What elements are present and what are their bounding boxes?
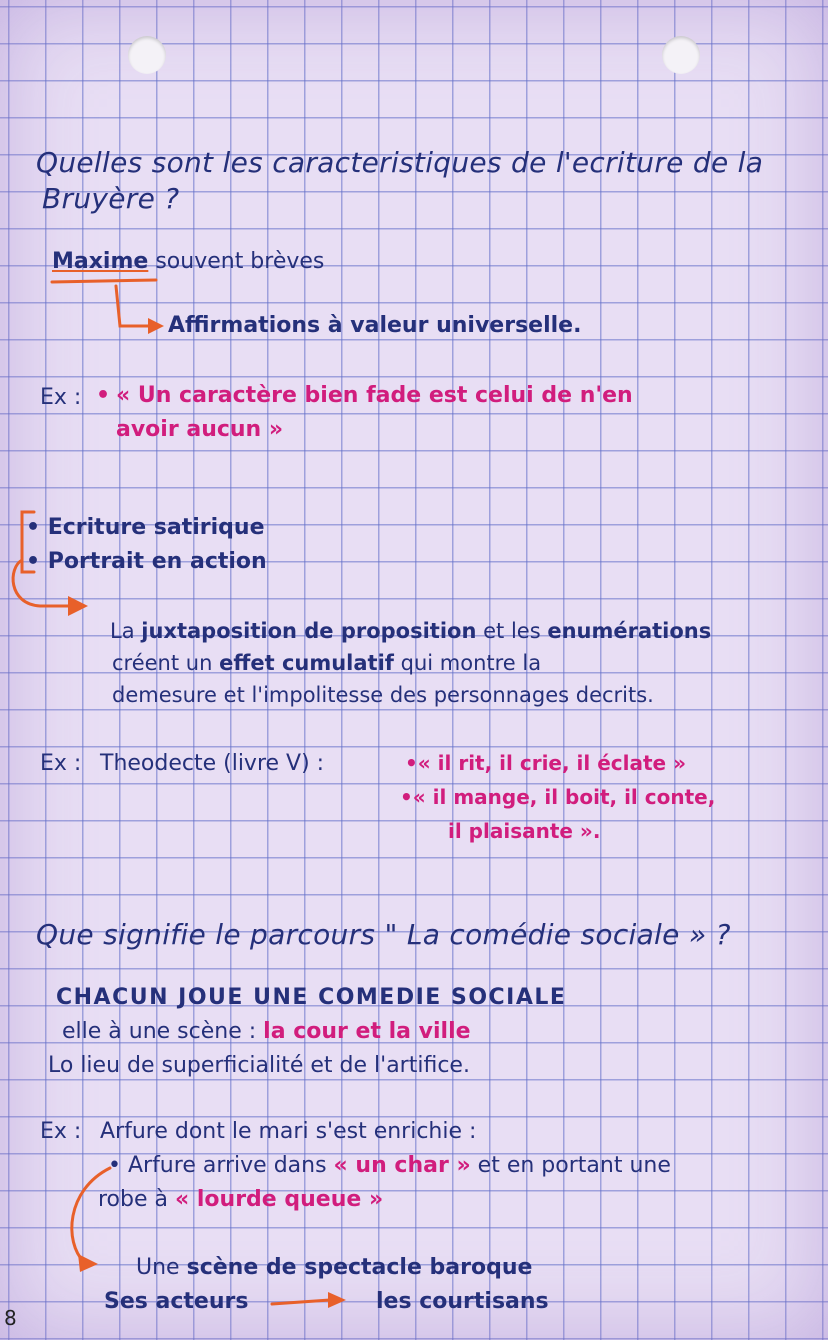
example-3-highlight-char: « un char »: [333, 1153, 471, 1178]
juxta-text-qui-montre: qui montre la: [400, 651, 542, 675]
style-item-satirique: • Ecriture satirique: [26, 515, 265, 540]
example-3-line-1: Arfure dont le mari s'est enrichie :: [100, 1119, 477, 1144]
example-2-quote-2: •« il mange, il boit, il conte,: [400, 785, 716, 809]
comedie-highlight-cour-ville: la cour et la ville: [263, 1019, 471, 1044]
question-1-line-1: Quelles sont les caracteristiques de l'ecriture de la: [36, 146, 764, 179]
juxta-highlight-juxtaposition: juxtaposition de proposition: [141, 619, 477, 643]
comedie-heading: CHACUN JOUE UNE COMEDIE SOCIALE: [56, 985, 567, 1010]
example-1-quote-line-1: « Un caractère bien fade est celui de n'en: [116, 383, 633, 408]
juxta-text-creent: créent un: [112, 651, 213, 675]
style-bracket: [22, 512, 34, 572]
example-1-label: Ex :: [40, 385, 82, 410]
juxta-highlight-effet: effet cumulatif: [219, 651, 394, 675]
example-1-bullet: •: [96, 383, 111, 408]
question-2: Que signifie le parcours " La comédie sociale » ?: [36, 918, 731, 951]
maxime-consequence: Affirmations à valeur universelle.: [168, 313, 582, 338]
juxta-text-la: La: [110, 619, 135, 643]
example-3-text-robe: robe à: [98, 1187, 168, 1212]
acteurs-arrow-line: [272, 1300, 330, 1304]
acteurs-arrow-head: [328, 1292, 346, 1308]
example-3-highlight-scene-baroque: scène de spectacle baroque: [186, 1255, 533, 1280]
example-3-highlight-queue: « lourde queue »: [175, 1187, 384, 1212]
example-3-text-une: Une: [136, 1255, 180, 1280]
comedie-line-2: Lo lieu de superficialité et de l'artifice.: [48, 1053, 470, 1078]
style-item-portrait: • Portrait en action: [26, 549, 267, 574]
comedie-text-scene: elle à une scène :: [62, 1019, 257, 1044]
maxime-arrow-line: [116, 286, 150, 326]
example-3-acteurs: Ses acteurs: [104, 1289, 249, 1314]
example-3-text-portant: et en portant une: [477, 1153, 671, 1178]
example-2-label: Ex :: [40, 751, 82, 776]
style-arrow-head: [68, 596, 88, 616]
example-2-quote-1: •« il rit, il crie, il éclate »: [405, 751, 687, 775]
juxta-highlight-enumerations: enumérations: [547, 619, 712, 643]
example-3-arrow-head: [78, 1254, 98, 1272]
example-3-arrow-line: [72, 1168, 110, 1262]
maxime-underline: [52, 280, 156, 282]
example-3-label: Ex :: [40, 1119, 82, 1144]
example-2-quote-3: il plaisante ».: [448, 819, 601, 843]
maxime-term: Maxime: [52, 249, 149, 274]
maxime-arrow-head: [148, 318, 164, 334]
page-number: 8: [4, 1306, 17, 1330]
example-2-source: Theodecte (livre V) :: [100, 751, 325, 776]
example-3-courtisans: les courtisans: [376, 1289, 549, 1314]
question-1-line-2: Bruyère ?: [42, 182, 180, 215]
juxtaposition-line-3: demesure et l'impolitesse des personnages decrits.: [112, 683, 654, 707]
example-3-text-arrive: • Arfure arrive dans: [108, 1153, 327, 1178]
juxta-text-et-les: et les: [483, 619, 541, 643]
example-1-quote-line-2: avoir aucun »: [116, 417, 284, 442]
maxime-rest: souvent brèves: [155, 249, 325, 274]
